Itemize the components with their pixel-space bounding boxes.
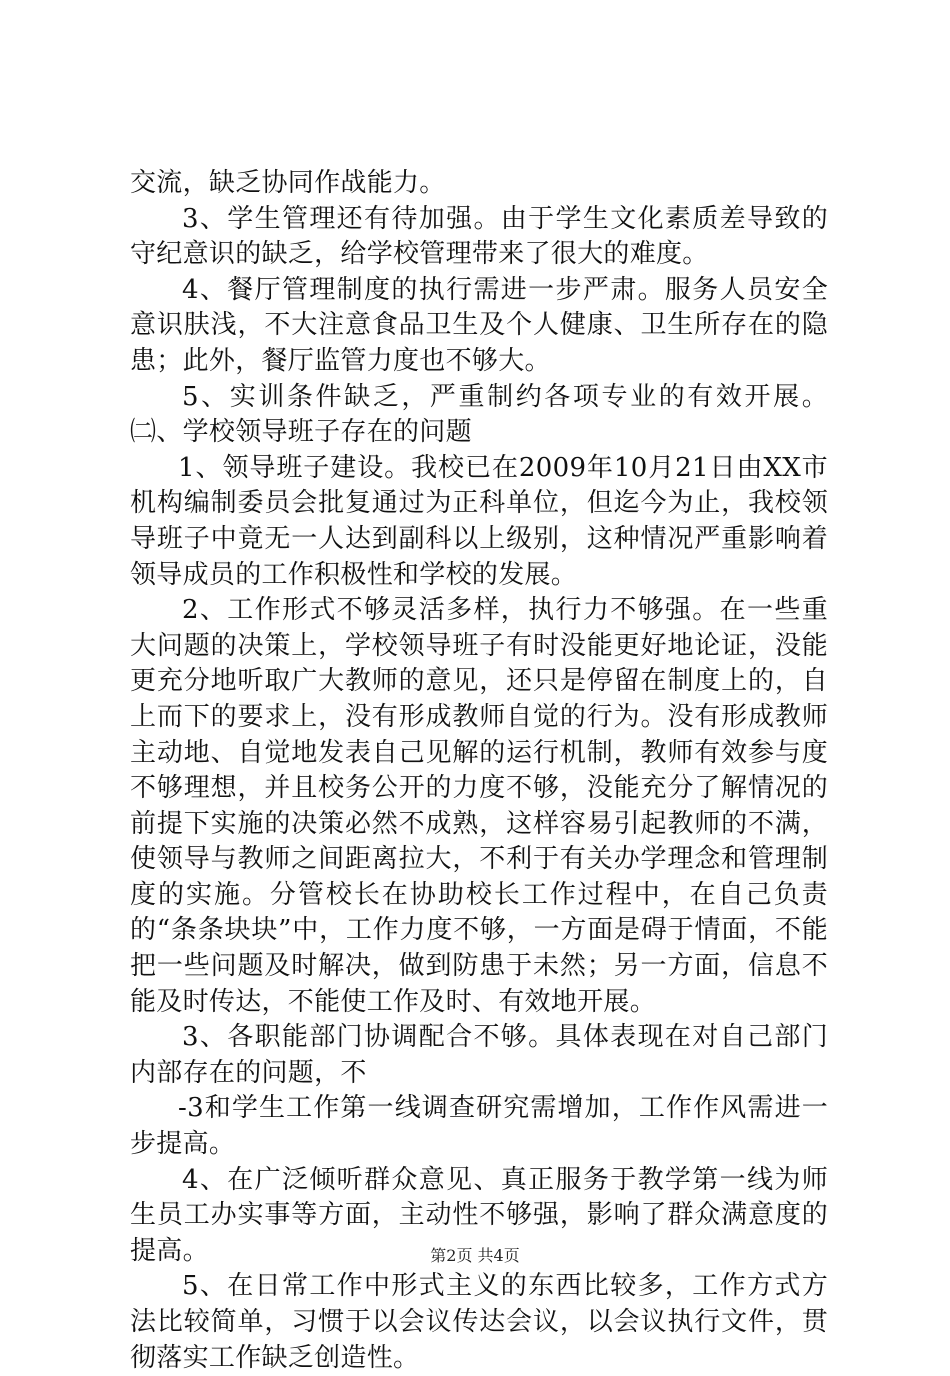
page-number-footer: 第2页 共4页: [430, 1246, 520, 1265]
paragraph-canteen-management: 4、餐厅管理制度的执行需进一步严肃。服务人员安全意识肤浅，不大注意食品卫生及个人健康、卫生所存在的隐患；此外，餐厅监管力度也不够大。: [130, 274, 828, 376]
paragraph-training-conditions: 5、实训条件缺乏，严重制约各项专业的有效开展。㈡、学校领导班子存在的问题: [130, 381, 828, 448]
paragraph-department-coordination: 3、各职能部门协调配合不够。具体表现在对自己部门内部存在的问题，不: [130, 1022, 828, 1088]
paragraph-work-forms: 2、工作形式不够灵活多样，执行力不够强。在一些重大问题的决策上，学校领导班子有时没能更好地论证，没能更充分地听取广大教师的意见，还只是停留在制度上的，自上而下的要求上，没有形成教师自觉的行为。没有形成教师主动地、自觉地发表自己见解的运行机制，教师有效参与度不够理想，并且校务公开的力度不够，没能充分了解情况的前提下实施的决策必然不成熟，这样容易引起教师的不满，使领导与教师之间距离拉大，不利于有关办学理念和管理制度的实施。分管校长在协助校长工作过程中，在自己负责的“条条块块”中，工作力度不够，一方面是碍于情面，不能把一些问题及时解决，做到防患于未然；另一方面，信息不能及时传达，不能使工作及时、有效地开展。: [130, 595, 828, 1017]
paragraph-continuation: 交流，缺乏协同作战能力。: [130, 168, 446, 198]
paragraph-formalism: 5、在日常工作中形式主义的东西比较多，工作方式方法比较简单，习惯于以会议传达会议，以会议执行文件，贯彻落实工作缺乏创造性。: [130, 1271, 828, 1373]
document-body: [130, 166, 828, 1376]
paragraph-leadership-building: 1、领导班子建设。我校已在2009年10月21日由XX市机构编制委员会批复通过为正科单位，但迄今为止，我校领导班子中竟无一人达到副科以上级别，这种情况严重影响着领导成员的工作积极性和学校的发展。: [130, 452, 828, 590]
paragraph-listening-masses: 4、在广泛倾听群众意见、真正服务于教学第一线为师生员工办实事等方面，主动性不够强，影响了群众满意度的提高。: [130, 1164, 828, 1266]
paragraph-frontline-research: -3和学生工作第一线调查研究需增加，工作作风需进一步提高。: [130, 1093, 828, 1160]
paragraph-student-management: 3、学生管理还有待加强。由于学生文化素质差导致的守纪意识的缺乏，给学校管理带来了很大的难度。: [130, 203, 828, 270]
